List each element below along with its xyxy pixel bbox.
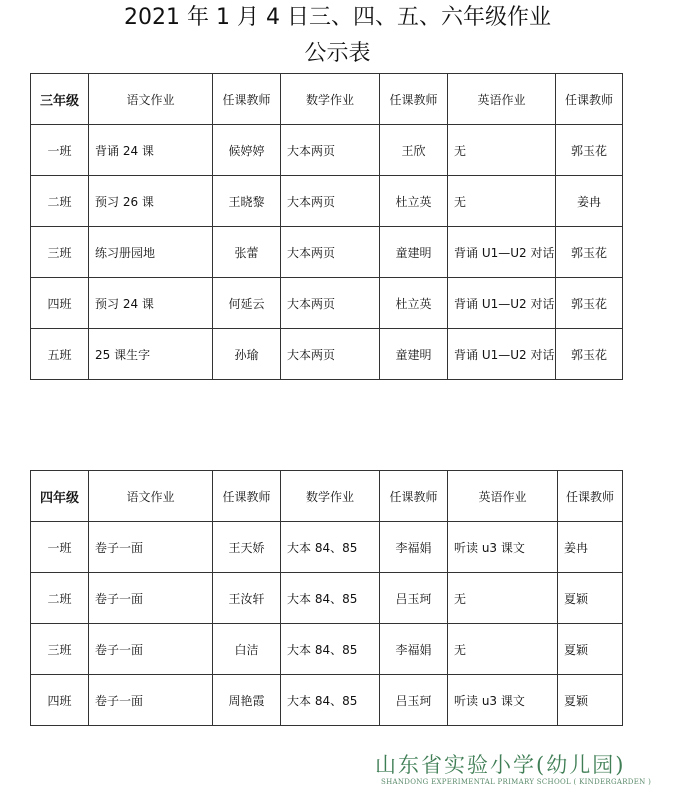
header-teacher: 任课教师 — [380, 74, 448, 125]
class-cell: 五班 — [31, 329, 89, 380]
table-row — [31, 278, 623, 329]
english-homework-cell: 听读 u3 课文 — [448, 522, 558, 573]
math-homework-cell: 大本 84、85 — [281, 573, 380, 624]
teacher-cell: 李福娟 — [380, 522, 448, 573]
header-chinese: 语文作业 — [89, 74, 213, 125]
teacher-cell: 郭玉花 — [556, 329, 623, 380]
header-teacher: 任课教师 — [558, 471, 623, 522]
table-row — [31, 624, 623, 675]
header-teacher: 任课教师 — [213, 74, 281, 125]
header-teacher: 任课教师 — [556, 74, 623, 125]
english-homework-cell: 无 — [448, 573, 558, 624]
teacher-cell: 王汝轩 — [213, 573, 281, 624]
header-math: 数学作业 — [281, 471, 380, 522]
table-row — [31, 176, 623, 227]
header-math: 数学作业 — [281, 74, 380, 125]
school-name-chinese: 山东省实验小学(幼儿园) — [375, 753, 626, 777]
teacher-cell: 候婷婷 — [213, 125, 281, 176]
english-homework-cell: 无 — [448, 125, 556, 176]
table-row — [31, 675, 623, 726]
header-teacher: 任课教师 — [380, 471, 448, 522]
teacher-cell: 李福娟 — [380, 624, 448, 675]
teacher-cell: 童建明 — [380, 227, 448, 278]
chinese-homework-cell: 卷子一面 — [89, 573, 213, 624]
teacher-cell: 夏颖 — [558, 675, 623, 726]
teacher-cell: 夏颖 — [558, 624, 623, 675]
chinese-homework-cell: 卷子一面 — [89, 522, 213, 573]
teacher-cell: 郭玉花 — [556, 278, 623, 329]
table-header-row — [31, 471, 623, 522]
teacher-cell: 吕玉珂 — [380, 573, 448, 624]
math-homework-cell: 大本两页 — [281, 227, 380, 278]
math-homework-cell: 大本两页 — [281, 176, 380, 227]
teacher-cell: 姜冉 — [556, 176, 623, 227]
table-row — [31, 125, 623, 176]
teacher-cell: 夏颖 — [558, 573, 623, 624]
teacher-cell: 周艳霞 — [213, 675, 281, 726]
chinese-homework-cell: 25 课生字 — [89, 329, 213, 380]
teacher-cell: 何延云 — [213, 278, 281, 329]
teacher-cell: 杜立英 — [380, 176, 448, 227]
header-english: 英语作业 — [448, 74, 556, 125]
teacher-cell: 王欣 — [380, 125, 448, 176]
math-homework-cell: 大本 84、85 — [281, 675, 380, 726]
school-name-english: SHANDONG EXPERIMENTAL PRIMARY SCHOOL ( KINDERGARDEN ) — [381, 778, 652, 786]
english-homework-cell: 无 — [448, 176, 556, 227]
chinese-homework-cell: 练习册园地 — [89, 227, 213, 278]
english-homework-cell: 听读 u3 课文 — [448, 675, 558, 726]
school-watermark — [375, 752, 670, 786]
math-homework-cell: 大本两页 — [281, 329, 380, 380]
header-chinese: 语文作业 — [89, 471, 213, 522]
grade3-homework-table — [30, 73, 623, 380]
class-cell: 二班 — [31, 176, 89, 227]
grade-label: 三年级 — [31, 74, 89, 125]
teacher-cell: 王晓黎 — [213, 176, 281, 227]
class-cell: 一班 — [31, 125, 89, 176]
chinese-homework-cell: 卷子一面 — [89, 675, 213, 726]
header-english: 英语作业 — [448, 471, 558, 522]
table-row — [31, 329, 623, 380]
class-cell: 一班 — [31, 522, 89, 573]
teacher-cell: 杜立英 — [380, 278, 448, 329]
english-homework-cell: 背诵 U1—U2 对话 — [448, 227, 556, 278]
table-row — [31, 573, 623, 624]
page-title: 2021 年 1 月 4 日三、四、五、六年级作业 — [124, 5, 551, 30]
english-homework-cell: 无 — [448, 624, 558, 675]
grade-label: 四年级 — [31, 471, 89, 522]
class-cell: 三班 — [31, 227, 89, 278]
teacher-cell: 郭玉花 — [556, 125, 623, 176]
chinese-homework-cell: 预习 26 课 — [89, 176, 213, 227]
class-cell: 三班 — [31, 624, 89, 675]
math-homework-cell: 大本 84、85 — [281, 522, 380, 573]
teacher-cell: 孙瑜 — [213, 329, 281, 380]
teacher-cell: 姜冉 — [558, 522, 623, 573]
grade4-homework-table — [30, 470, 623, 726]
math-homework-cell: 大本 84、85 — [281, 624, 380, 675]
english-homework-cell: 背诵 U1—U2 对话 — [448, 329, 556, 380]
class-cell: 四班 — [31, 675, 89, 726]
table-row — [31, 522, 623, 573]
math-homework-cell: 大本两页 — [281, 125, 380, 176]
page-subtitle: 公示表 — [304, 41, 371, 66]
teacher-cell: 王天娇 — [213, 522, 281, 573]
table-row — [31, 227, 623, 278]
class-cell: 二班 — [31, 573, 89, 624]
header-teacher: 任课教师 — [213, 471, 281, 522]
chinese-homework-cell: 卷子一面 — [89, 624, 213, 675]
class-cell: 四班 — [31, 278, 89, 329]
teacher-cell: 吕玉珂 — [380, 675, 448, 726]
teacher-cell: 童建明 — [380, 329, 448, 380]
chinese-homework-cell: 预习 24 课 — [89, 278, 213, 329]
chinese-homework-cell: 背诵 24 课 — [89, 125, 213, 176]
teacher-cell: 张蕾 — [213, 227, 281, 278]
math-homework-cell: 大本两页 — [281, 278, 380, 329]
english-homework-cell: 背诵 U1—U2 对话 — [448, 278, 556, 329]
teacher-cell: 白洁 — [213, 624, 281, 675]
teacher-cell: 郭玉花 — [556, 227, 623, 278]
table-header-row — [31, 74, 623, 125]
